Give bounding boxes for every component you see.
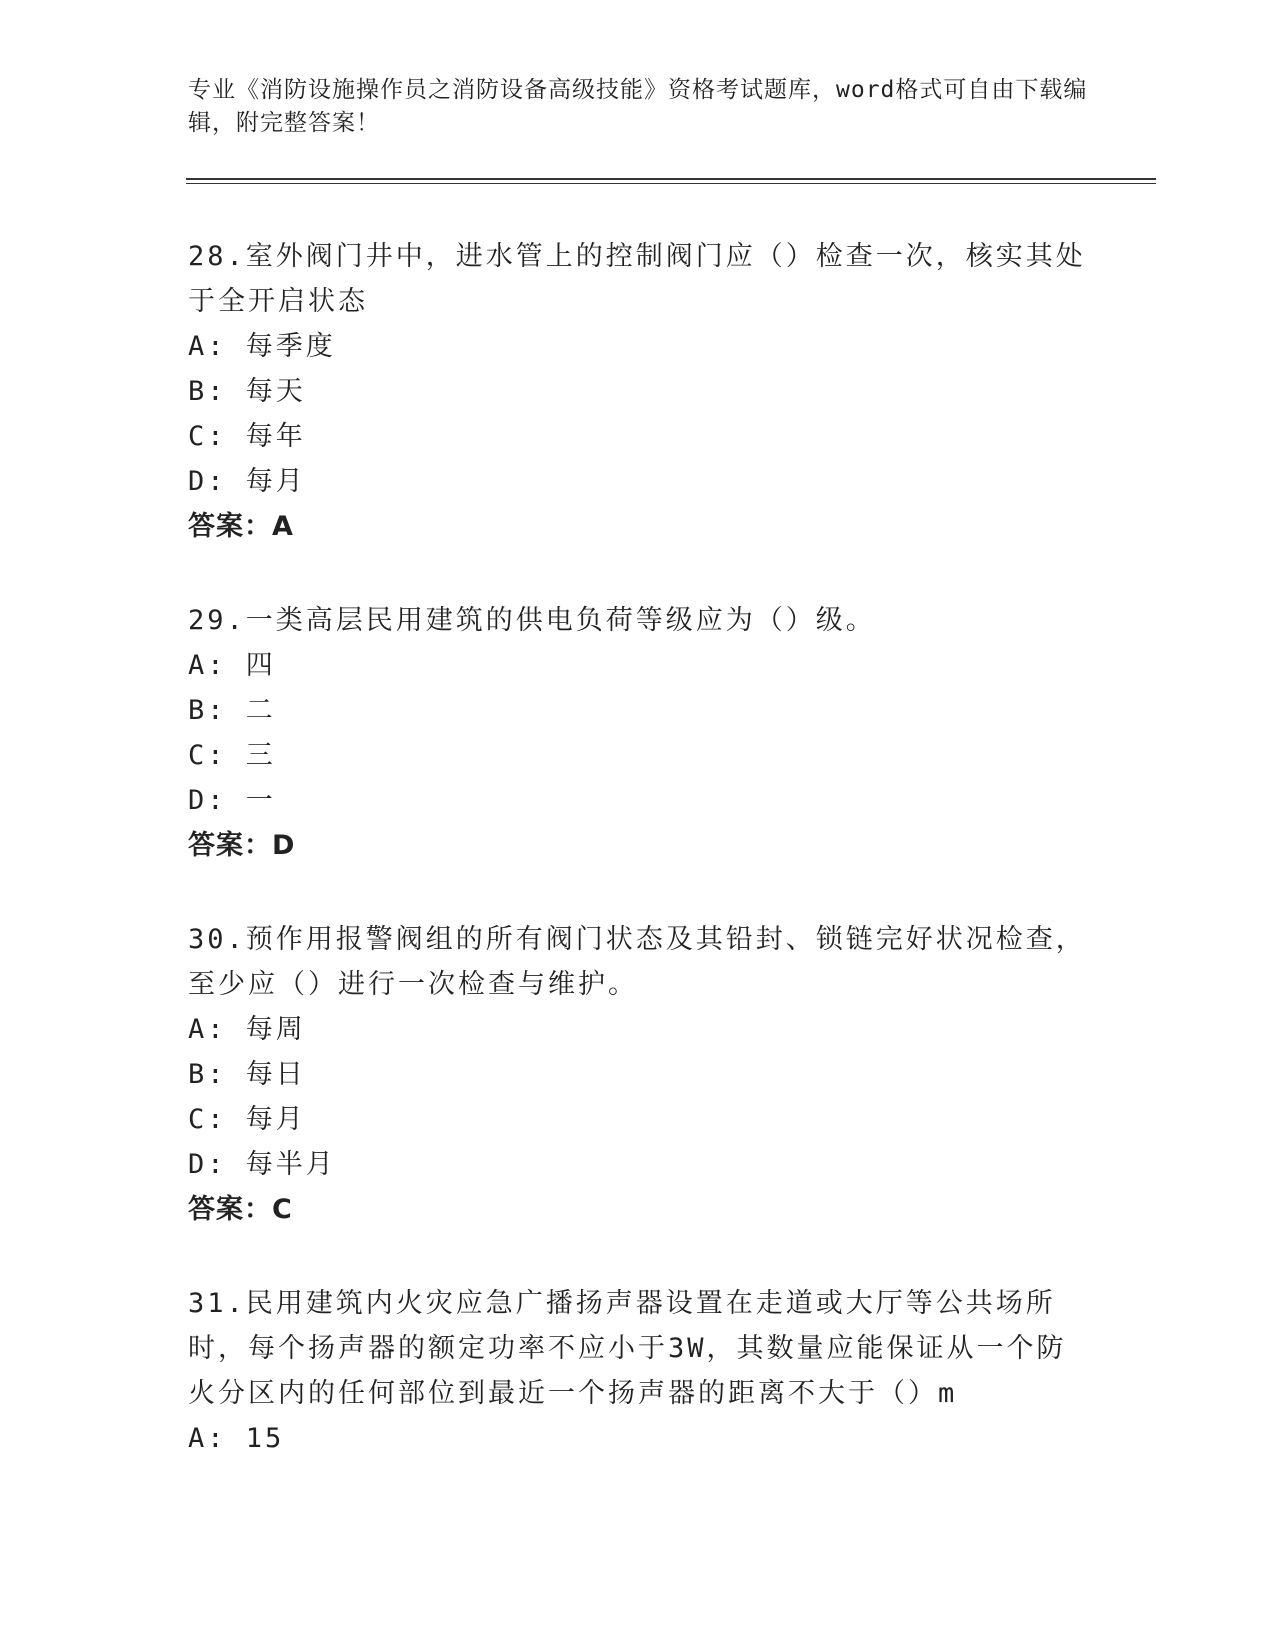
question-stem: 28.室外阀门井中，进水管上的控制阀门应（）检查一次，核实其处于全开启状态 — [188, 241, 1086, 317]
answer: 答案：D — [188, 830, 296, 861]
option-c: C: 每月 — [188, 1104, 306, 1135]
question-31 — [188, 1281, 1088, 1461]
option-a: A: 每季度 — [188, 331, 336, 362]
option-c: C: 每年 — [188, 421, 306, 452]
option-b: B: 每日 — [188, 1059, 306, 1090]
option-a: A: 四 — [188, 650, 276, 681]
question-30 — [188, 917, 1088, 1232]
answer: 答案：C — [188, 1194, 293, 1225]
option-a: A: 每周 — [188, 1014, 306, 1045]
option-d: D: 每月 — [188, 466, 306, 497]
question-29 — [188, 598, 1088, 868]
option-a: A: 15 — [188, 1423, 285, 1454]
header-divider — [186, 178, 1156, 184]
document-header: 专业《消防设施操作员之消防设备高级技能》资格考试题库，word格式可自由下载编辑，附完整答案！ — [188, 77, 1088, 136]
question-28 — [188, 234, 1088, 549]
option-b: B: 每天 — [188, 376, 306, 407]
option-c: C: 三 — [188, 740, 276, 771]
question-stem: 31.民用建筑内火灾应急广播扬声器设置在走道或大厅等公共场所时，每个扬声器的额定功率不应小于3W，其数量应能保证从一个防火分区内的任何部位到最近一个扬声器的距离不大于（）m — [188, 1288, 1067, 1409]
question-stem: 30.预作用报警阀组的所有阀门状态及其铅封、锁链完好状况检查，至少应（）进行一次检查与维护。 — [188, 924, 1086, 1000]
option-d: D: 每半月 — [188, 1149, 336, 1180]
option-b: B: 二 — [188, 695, 276, 726]
question-stem: 29.一类高层民用建筑的供电负荷等级应为（）级。 — [188, 605, 876, 636]
option-d: D: 一 — [188, 785, 276, 816]
answer: 答案：A — [188, 511, 294, 542]
